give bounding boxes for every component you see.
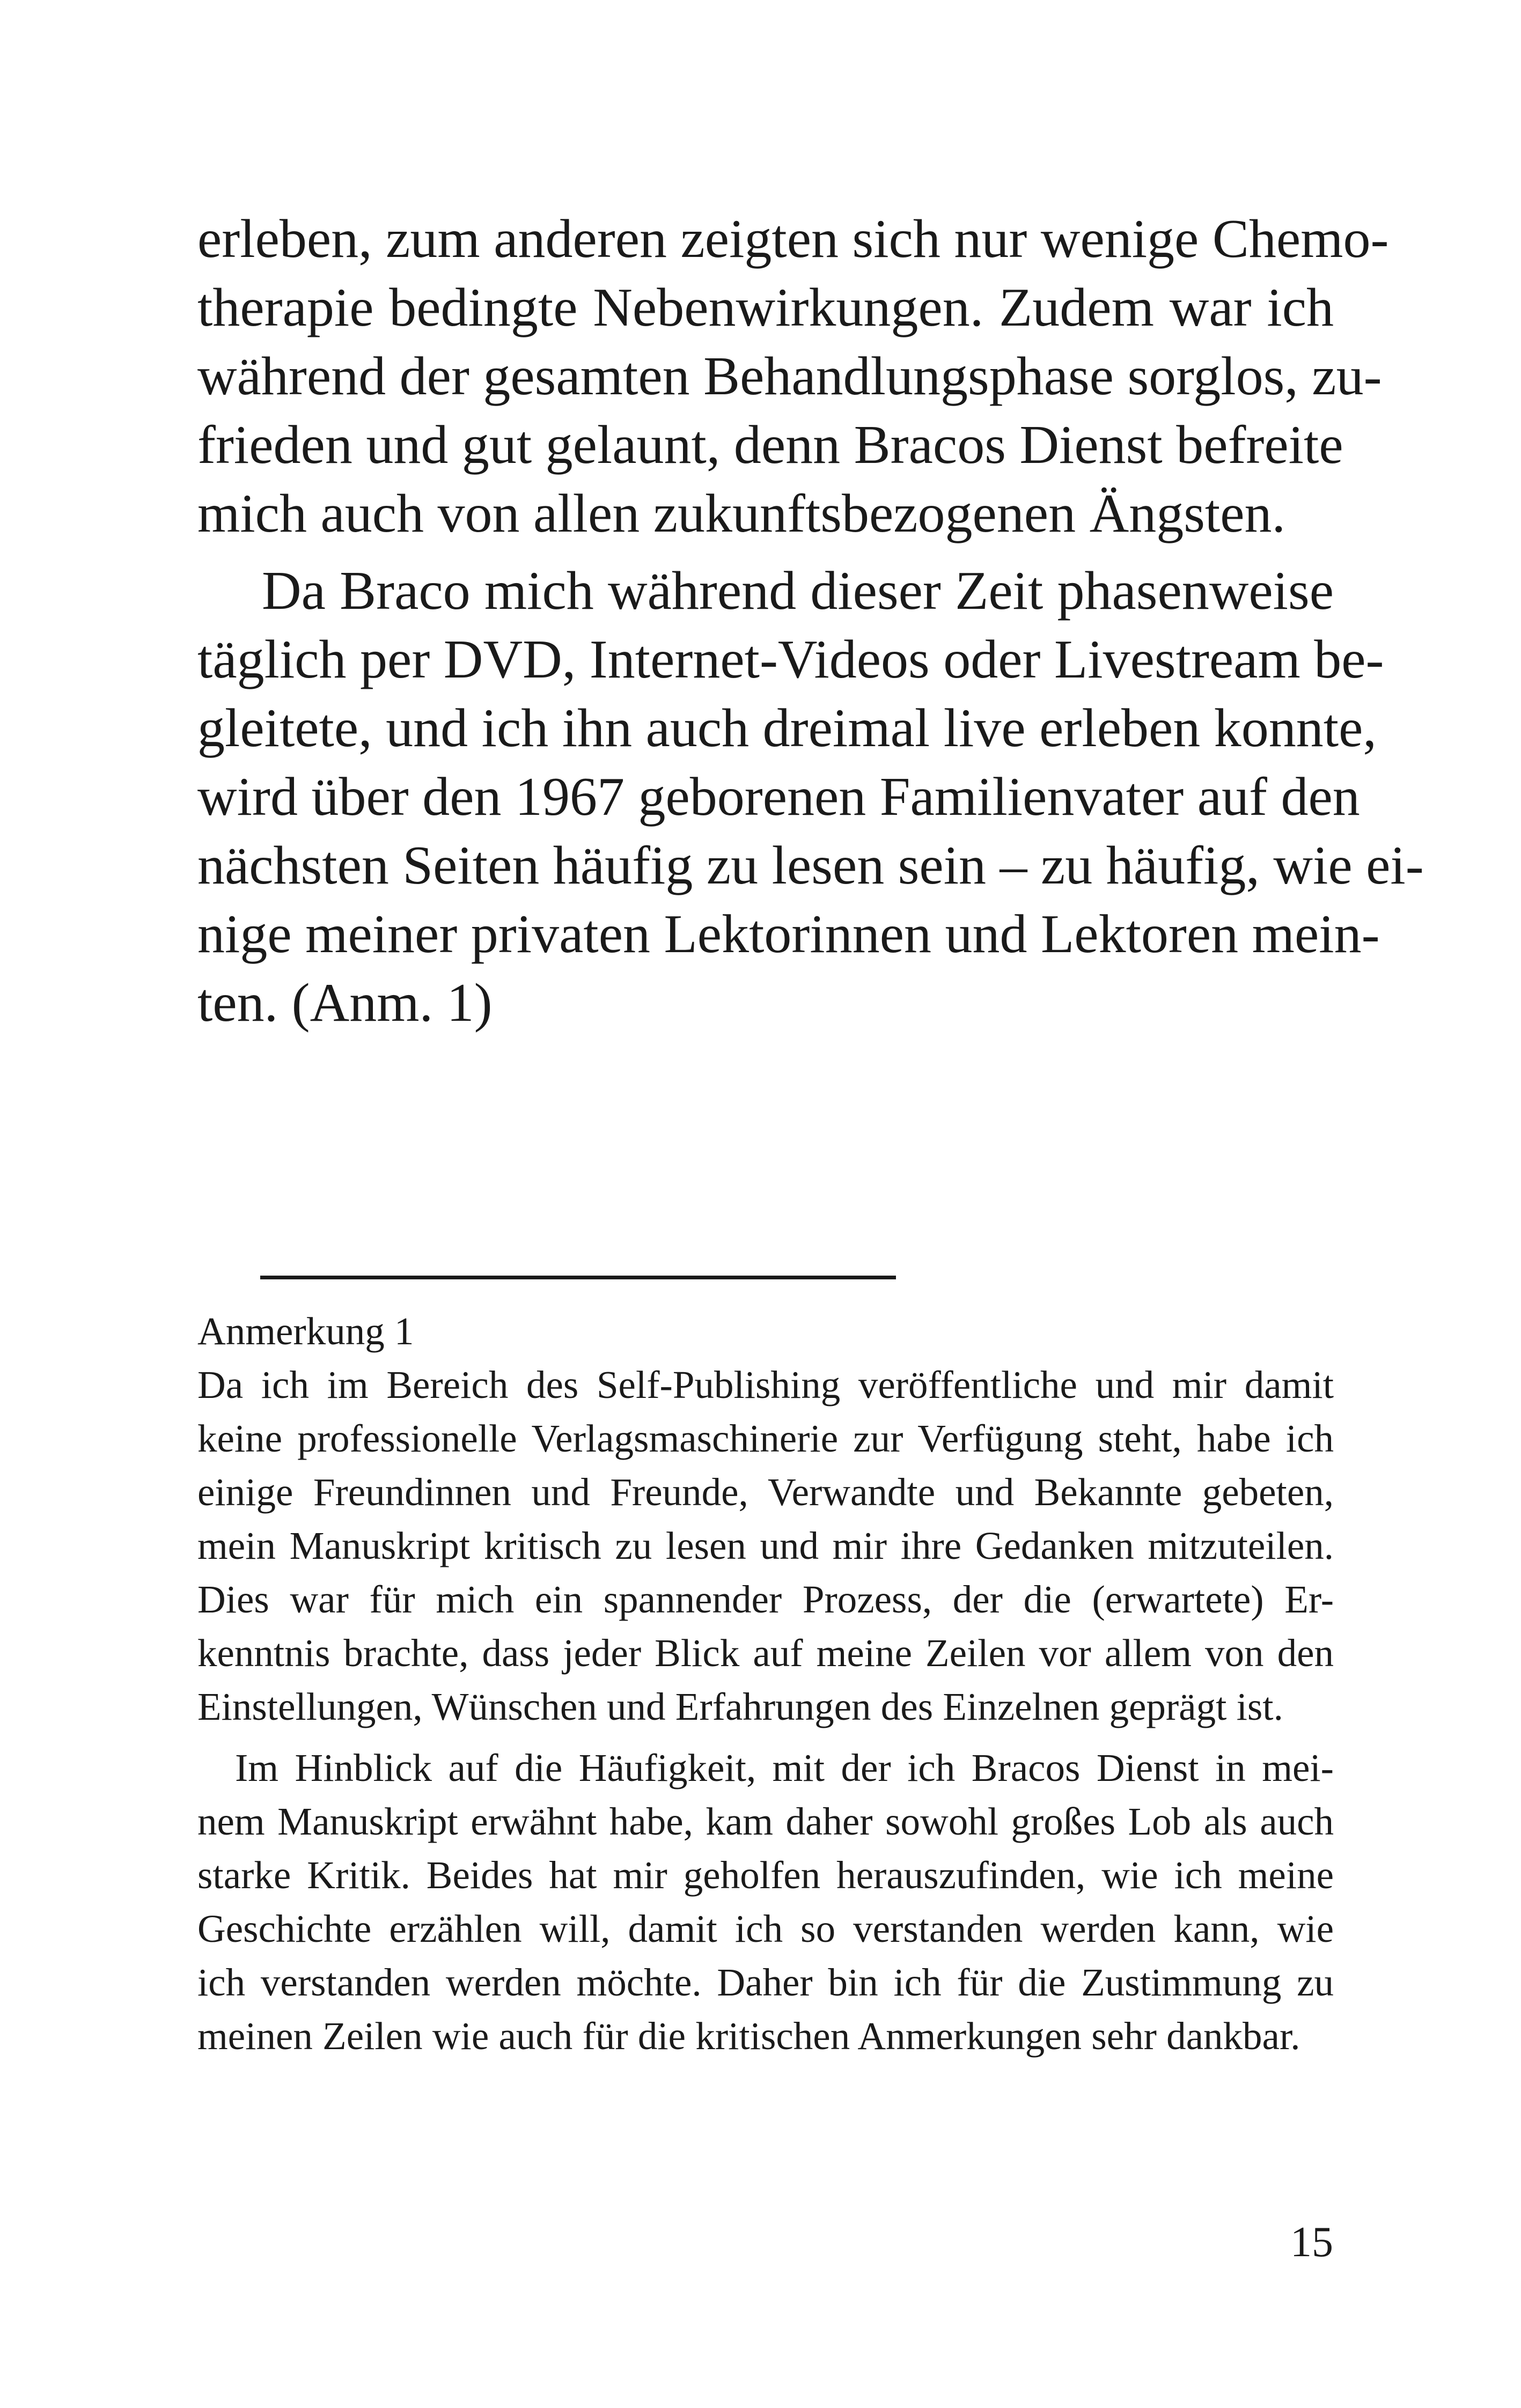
text-line: wird über den 1967 geborenen Familienvater auf den xyxy=(197,767,1360,827)
footnote-line: ich verstanden werden möchte. Daher bin ich für die Zustimmung zu xyxy=(197,1961,1334,2004)
footnote-line: meinen Zeilen wie auch für die kritischen Anmerkungen sehr dankbar. xyxy=(197,2014,1300,2058)
footnote-line: nem Manuskript erwähnt habe, kam daher sowohl großes Lob als auch xyxy=(197,1800,1334,1843)
footnote-line: mein Manuskript kritisch zu lesen und mir ihre Gedanken mitzuteilen. xyxy=(197,1524,1334,1567)
footnote-line: Im Hinblick auf die Häufigkeit, mit der ich Bracos Dienst in mei- xyxy=(235,1746,1334,1790)
footnote-line: starke Kritik. Beides hat mir geholfen herauszufinden, wie ich meine xyxy=(197,1853,1334,1897)
main-body-text xyxy=(197,205,1424,1037)
footnote-line: keine professionelle Verlagsmaschinerie zur Verfügung steht, habe ich xyxy=(197,1417,1334,1460)
text-line: mich auch von allen zukunftsbezogenen Ängsten. xyxy=(197,483,1286,544)
body-paragraph-1 xyxy=(197,205,1389,548)
footnote-paragraph-2 xyxy=(197,1741,1334,2063)
footnote-line: Dies war für mich ein spannender Prozess, der die (erwartete) Er- xyxy=(197,1578,1334,1621)
page-number: 15 xyxy=(1290,2219,1333,2266)
footnote-line: Geschichte erzählen will, damit ich so verstanden werden kann, wie xyxy=(197,1907,1334,1950)
text-line: Da Braco mich während dieser Zeit phasenweise xyxy=(262,561,1334,621)
text-line: nige meiner privaten Lektorinnen und Lektoren mein- xyxy=(197,904,1380,964)
footnote-line: Da ich im Bereich des Self-Publishing veröffentliche und mir damit xyxy=(197,1363,1334,1406)
text-line: nächsten Seiten häufig zu lesen sein – zu häufig, wie ei- xyxy=(197,835,1424,896)
footnote-paragraph-1 xyxy=(197,1358,1334,1734)
footnote-line: Einstellungen, Wünschen und Erfahrungen des Einzelnen geprägt ist. xyxy=(197,1685,1283,1728)
text-line: erleben, zum anderen zeigten sich nur wenige Chemo- xyxy=(197,209,1389,269)
text-line: frieden und gut gelaunt, denn Bracos Dienst befreite xyxy=(197,415,1343,475)
footnote-heading: Anmerkung 1 xyxy=(197,1309,414,1353)
footnote-section xyxy=(197,1305,1334,2063)
body-paragraph-2 xyxy=(197,557,1424,1037)
footnote-line: einige Freundinnen und Freunde, Verwandte und Bekannte gebeten, xyxy=(197,1470,1334,1514)
footnote-separator xyxy=(260,1276,896,1279)
footnote-line: kenntnis brachte, dass jeder Blick auf meine Zeilen vor allem von den xyxy=(197,1631,1334,1675)
text-line: während der gesamten Behandlungsphase sorglos, zu- xyxy=(197,346,1382,407)
text-line: täglich per DVD, Internet-Videos oder Livestream be- xyxy=(197,629,1384,690)
text-line: therapie bedingte Nebenwirkungen. Zudem war ich xyxy=(197,277,1334,338)
text-line: ten. (Anm. 1) xyxy=(197,973,493,1033)
text-line: gleitete, und ich ihn auch dreimal live erleben konnte, xyxy=(197,698,1377,759)
